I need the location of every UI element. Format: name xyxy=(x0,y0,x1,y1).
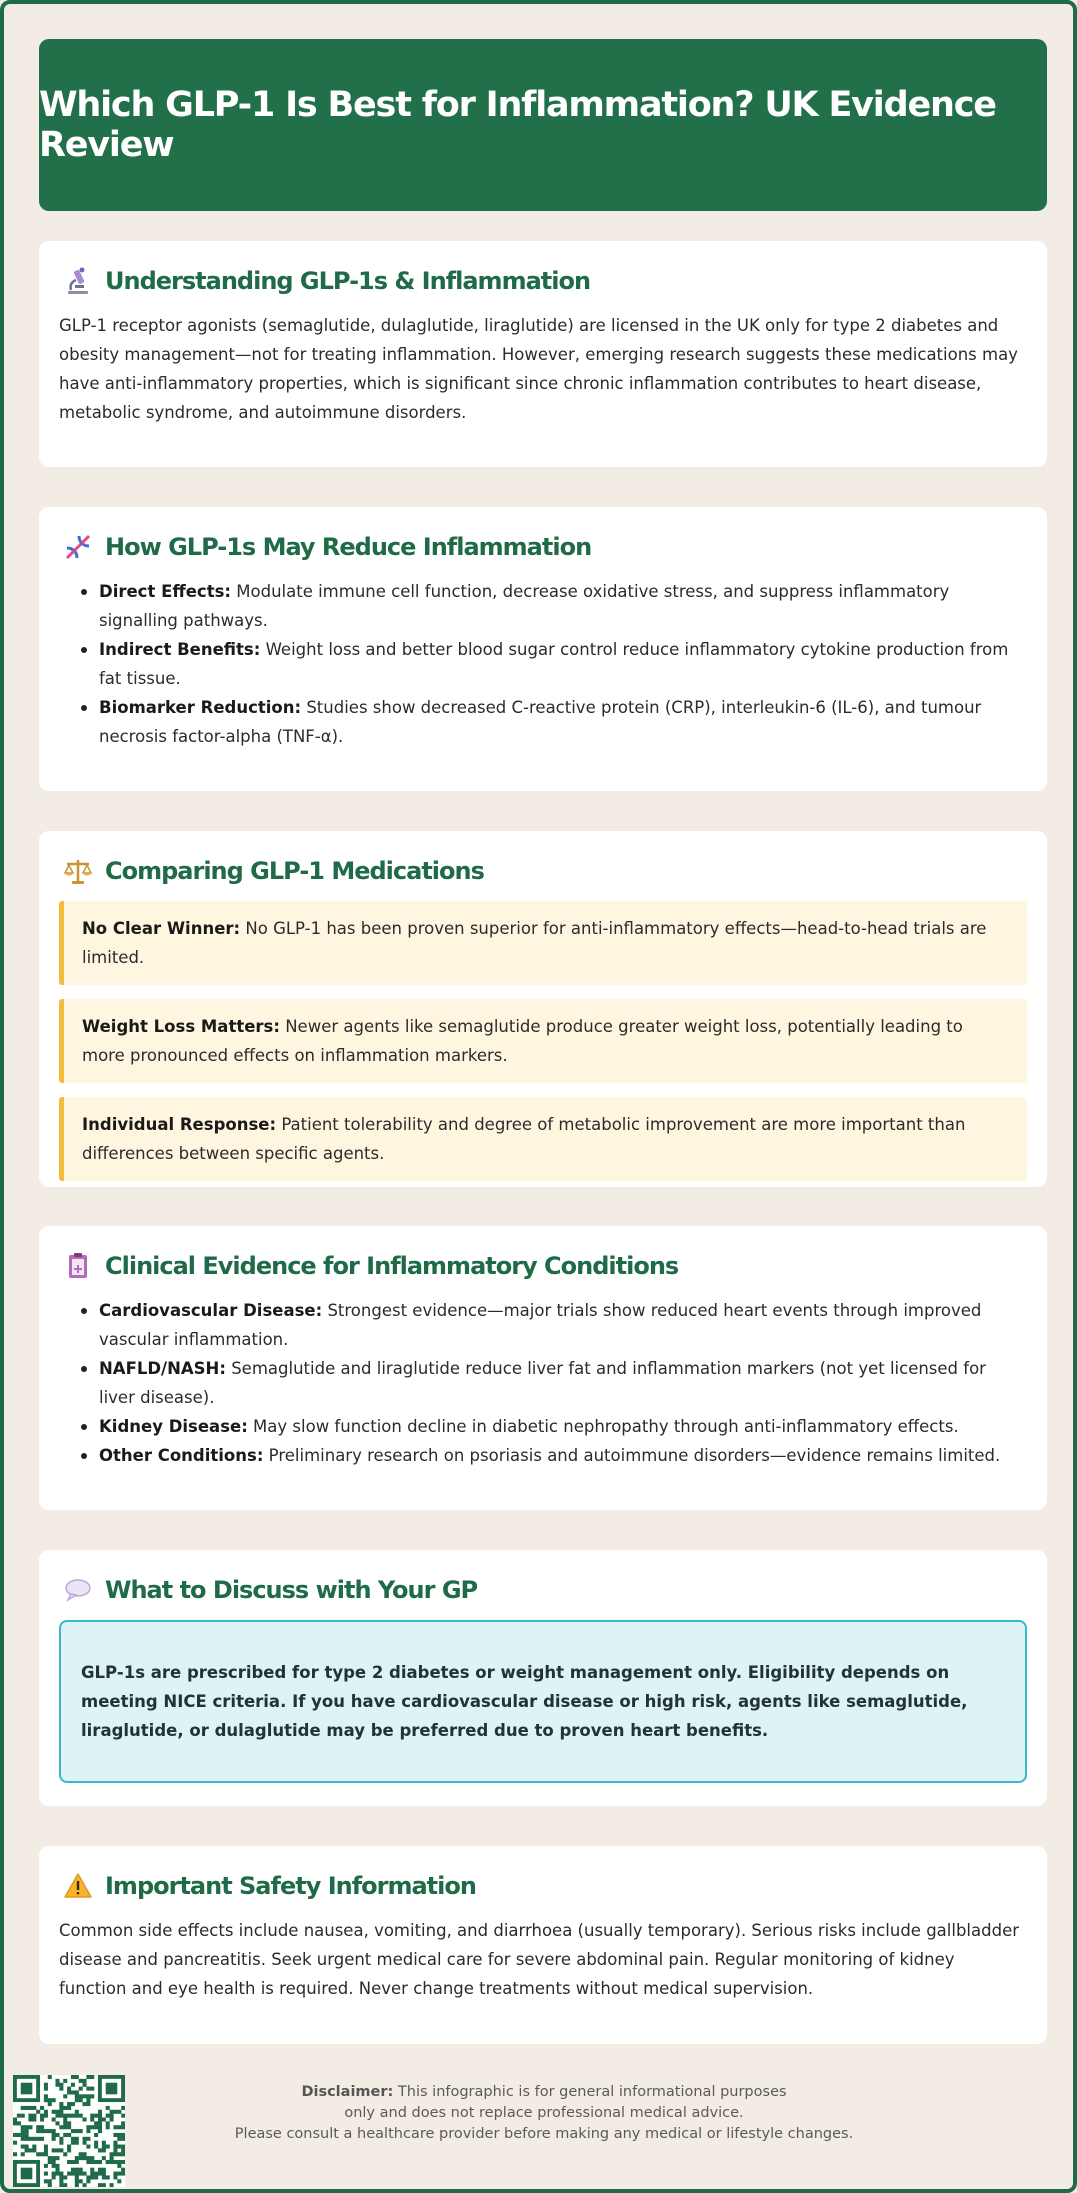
info-note: Individual Response: Patient tolerability and degree of metabolic improvement are more important than differences between specific agents. xyxy=(59,1097,1027,1181)
card-header xyxy=(59,529,1027,565)
card-title: How GLP-1s May Reduce Inflammation xyxy=(105,533,592,561)
list-item: Biomarker Reduction: Studies show decreased C-reactive protein (CRP), interleukin-6 (IL-6), and tumour necrosis factor-alpha (TNF-α). xyxy=(79,693,1027,751)
list-item: Direct Effects: Modulate immune cell function, decrease oxidative stress, and suppress inflammatory signalling pathways. xyxy=(79,577,1027,635)
bullet-list xyxy=(59,577,1027,751)
gp-callout-box: GLP-1s are prescribed for type 2 diabetes or weight management only. Eligibility depends on meeting NICE criteria. If you have cardiovascular disease or high risk, agents like semaglutide, liraglutide, or dulaglutide may be preferred due to proven heart benefits. xyxy=(59,1620,1027,1783)
list-item: Other Conditions: Preliminary research on psoriasis and autoimmune disorders—evidence remains limited. xyxy=(79,1441,1027,1470)
header-banner xyxy=(39,39,1047,211)
card-title: Comparing GLP-1 Medications xyxy=(105,857,484,885)
warning-icon xyxy=(61,1869,95,1903)
card-clinical xyxy=(39,1226,1047,1510)
info-note: No Clear Winner: No GLP-1 has been proven superior for anti-inflammatory effects—head-to-head trials are limited. xyxy=(59,901,1027,985)
disclaimer: Disclaimer: This infographic is for general informational purposes only and does not replace professional medical advice. Please consult a healthcare provider before making any medical or lifestyle changes. xyxy=(234,2084,854,2142)
card-body-text: Common side effects include nausea, vomiting, and diarrhoea (usually temporary). Serious risks include gallbladder disease and pancreatitis. Seek urgent medical care for severe abdominal pain. Regular monitoring of kidney function and eye health is required. Never change treatments without medical supervision. xyxy=(59,1921,1020,1998)
list-item: Kidney Disease: May slow function decline in diabetic nephropathy through anti-inflammatory effects. xyxy=(79,1412,1027,1441)
speech-bubble-icon xyxy=(61,1573,95,1607)
qr-code xyxy=(13,2075,125,2187)
card-safety xyxy=(39,1846,1047,2044)
card-title: What to Discuss with Your GP xyxy=(105,1576,478,1604)
card-header xyxy=(59,853,1027,889)
card-header xyxy=(59,1248,1027,1284)
card-title: Clinical Evidence for Inflammatory Conditions xyxy=(105,1252,679,1280)
bullet-list xyxy=(59,1296,1027,1470)
disclaimer-label: Disclaimer: xyxy=(301,2084,394,2100)
list-item: NAFLD/NASH: Semaglutide and liraglutide reduce liver fat and inflammation markers (not yet licensed for liver disease). xyxy=(79,1354,1027,1412)
card-title: Understanding GLP-1s & Inflammation xyxy=(105,267,591,295)
card-comparing xyxy=(39,831,1047,1187)
info-note: Weight Loss Matters: Newer agents like semaglutide produce greater weight loss, potentially leading to more pronounced effects on inflammation markers. xyxy=(59,999,1027,1083)
clipboard-icon xyxy=(61,1249,95,1283)
list-item: Indirect Benefits: Weight loss and better blood sugar control reduce inflammatory cytokine production from fat tissue. xyxy=(79,635,1027,693)
microscope-icon xyxy=(61,264,95,298)
card-how xyxy=(39,507,1047,791)
card-gp xyxy=(39,1550,1047,1806)
card-header xyxy=(59,263,1027,299)
card-header xyxy=(59,1868,1027,1904)
scales-icon xyxy=(61,854,95,888)
list-item: Cardiovascular Disease: Strongest evidence—major trials show reduced heart events through improved vascular inflammation. xyxy=(79,1296,1027,1354)
page-title: Which GLP-1 Is Best for Inflammation? UK Evidence Review xyxy=(39,85,996,165)
card-title: Important Safety Information xyxy=(105,1872,476,1900)
dna-icon xyxy=(61,530,95,564)
card-understanding xyxy=(39,241,1047,467)
card-body-text: GLP-1 receptor agonists (semaglutide, dulaglutide, liraglutide) are licensed in the UK only for type 2 diabetes and obesity management—not for treating inflammation. However, emerging research suggests these medications may have anti-inflammatory properties, which is significant since chronic inflammation contributes to heart disease, metabolic syndrome, and autoimmune disorders. xyxy=(59,316,1018,422)
card-header xyxy=(59,1572,1027,1608)
